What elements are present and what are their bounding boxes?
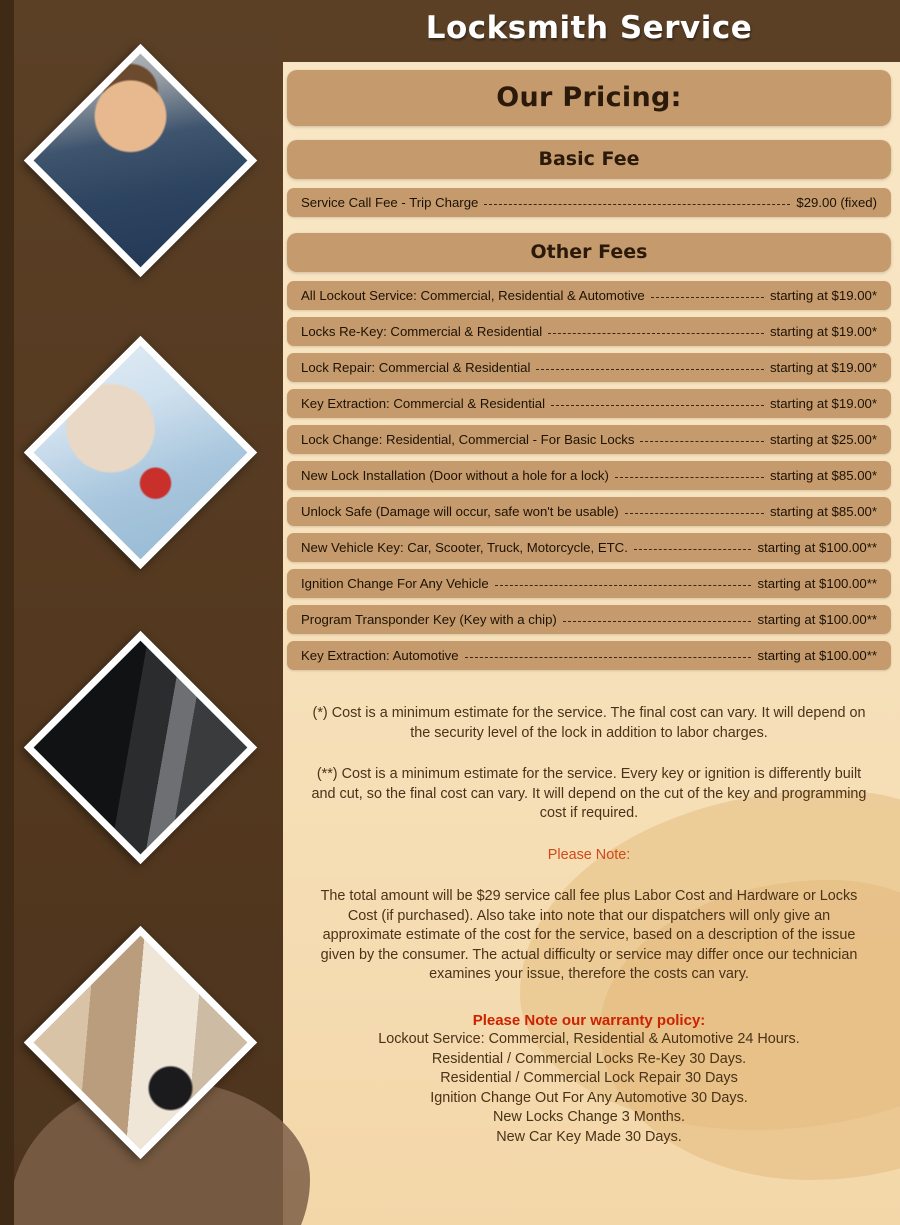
warranty-line: New Locks Change 3 Months.	[493, 1109, 685, 1125]
warranty-line: Residential / Commercial Locks Re-Key 30 Days.	[431, 1050, 747, 1067]
leader-dots	[465, 657, 752, 658]
price-row-value: starting at $19.00*	[769, 360, 877, 375]
leader-dots	[651, 297, 764, 298]
price-row-value: starting at $100.00**	[757, 576, 877, 591]
leader-dots	[484, 204, 790, 205]
background-left-edge	[0, 0, 14, 1225]
price-row	[287, 497, 891, 526]
price-row-value: starting at $100.00**	[757, 612, 877, 627]
price-row	[287, 317, 891, 346]
warranty-section	[309, 1011, 869, 1148]
price-row-label: Key Extraction: Automotive	[301, 648, 459, 663]
price-row-label: New Lock Installation (Door without a hole for a lock)	[301, 468, 609, 483]
price-row-value: starting at $19.00*	[769, 396, 877, 411]
pricing-content	[287, 70, 891, 1147]
notes-section	[287, 704, 891, 1147]
price-row	[287, 461, 891, 490]
price-row-label: Unlock Safe (Damage will occur, safe won't be usable)	[301, 504, 619, 519]
price-row-value: starting at $85.00*	[769, 504, 877, 519]
pricing-heading: Our Pricing:	[287, 70, 891, 126]
leader-dots	[536, 369, 764, 370]
price-row	[287, 425, 891, 454]
price-row	[287, 281, 891, 310]
price-row	[287, 605, 891, 634]
price-row-value: starting at $19.00*	[769, 288, 877, 303]
price-row-value: starting at $100.00**	[757, 540, 877, 555]
basic-fee-heading: Basic Fee	[287, 140, 891, 179]
warranty-line: Ignition Change Out For Any Automotive 30 Days.	[430, 1089, 748, 1106]
price-row-value: starting at $100.00**	[757, 648, 877, 663]
leader-dots	[640, 441, 763, 442]
price-row-label: All Lockout Service: Commercial, Residential & Automotive	[301, 288, 645, 303]
page-title: Locksmith Service	[425, 10, 753, 46]
price-row-label: Service Call Fee - Trip Charge	[301, 195, 479, 210]
warranty-line: New Car Key Made 30 Days.	[496, 1128, 682, 1145]
warranty-heading: Please Note our warranty policy:	[472, 1011, 706, 1029]
other-fees-heading: Other Fees	[287, 233, 891, 272]
please-note-body: The total amount will be $29 service call fee plus Labor Cost and Hardware or Locks Cost (if purchased). Also take into note that our dispatchers will only give an approximate estimate of the cost for the service, based on a description of the issue given by the consumer. The actual difficulty or service may differ once our technician examines your issue, therefore the costs can vary.	[320, 888, 858, 982]
leader-dots	[563, 621, 752, 622]
price-row-label: Key Extraction: Commercial & Residential	[301, 396, 546, 411]
price-row-value: starting at $25.00*	[769, 432, 877, 447]
section-spacer	[287, 224, 891, 233]
price-row-value: starting at $19.00*	[769, 324, 877, 339]
leader-dots	[625, 513, 764, 514]
leader-dots	[615, 477, 764, 478]
leader-dots	[495, 585, 752, 586]
price-row	[287, 188, 891, 217]
price-row	[287, 389, 891, 418]
leader-dots	[634, 549, 752, 550]
price-row	[287, 533, 891, 562]
price-row	[287, 353, 891, 382]
warranty-line: Residential / Commercial Lock Repair 30 Days	[440, 1070, 738, 1086]
price-row-label: Ignition Change For Any Vehicle	[301, 576, 489, 591]
price-row	[287, 569, 891, 598]
price-row-label: Program Transponder Key (Key with a chip)	[301, 612, 557, 627]
price-row-value: $29.00 (fixed)	[796, 195, 877, 210]
price-row	[287, 641, 891, 670]
price-row-label: New Vehicle Key: Car, Scooter, Truck, Motorcycle, ETC.	[301, 540, 628, 555]
leader-dots	[551, 405, 764, 406]
price-row-label: Lock Change: Residential, Commercial - For Basic Locks	[301, 432, 635, 447]
leader-dots	[548, 333, 764, 334]
double-star-note: (**) Cost is a minimum estimate for the service. Every key or ignition is differently built and cut, so the final cost can vary. It will depend on the cut of the key and programming cost if required.	[311, 766, 867, 821]
price-row-label: Lock Repair: Commercial & Residential	[301, 360, 531, 375]
price-row-value: starting at $85.00*	[769, 468, 877, 483]
single-star-note: (*) Cost is a minimum estimate for the service. The final cost can vary. It will depend on the security level of the lock in addition to labor charges.	[312, 705, 866, 741]
please-note-heading: Please Note:	[547, 846, 631, 863]
warranty-line: Lockout Service: Commercial, Residential & Automotive 24 Hours.	[378, 1031, 800, 1047]
price-row-label: Locks Re-Key: Commercial & Residential	[301, 324, 543, 339]
